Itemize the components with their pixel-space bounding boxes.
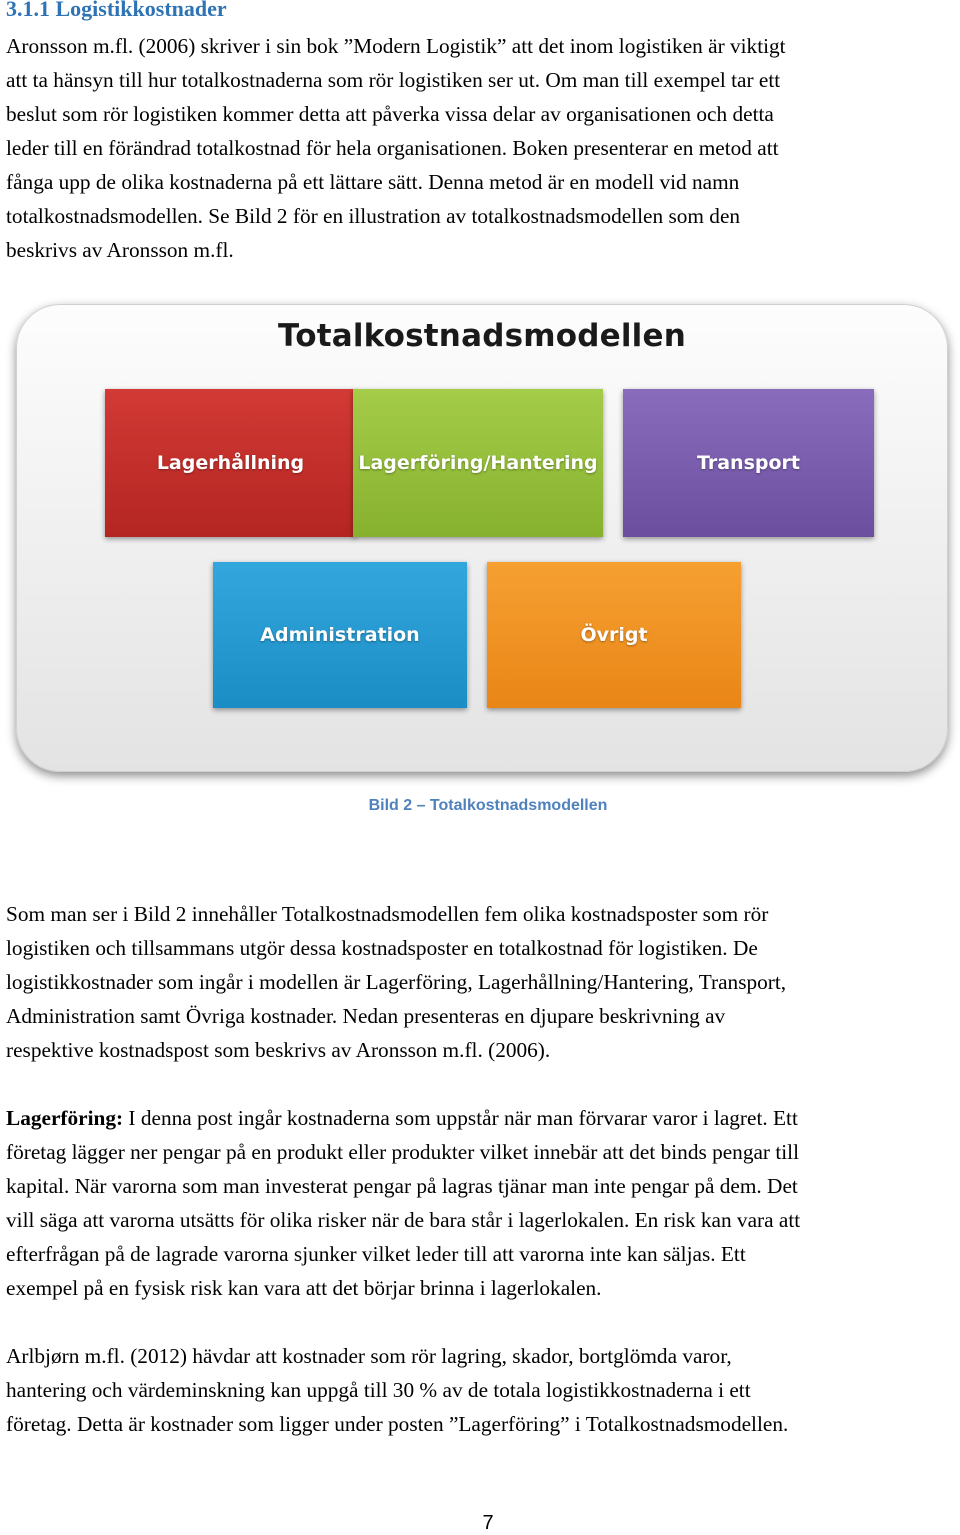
paragraph-line: totalkostnadsmodellen. Se Bild 2 för en illustration av totalkostnadsmodellen som den (6, 204, 741, 228)
arlbjorn-paragraph (6, 1339, 958, 1441)
page-number: 7 (482, 1512, 494, 1534)
paragraph-line: efterfrågan på de lagrade varorna sjunker vilket leder till att varorna inte kan säljas. Ett (6, 1242, 746, 1266)
box-ovrigt: Övrigt (487, 562, 741, 708)
paragraph-line: företag. Detta är kostnader som ligger under posten ”Lagerföring” i Totalkostnadsmodellen. (6, 1412, 789, 1436)
paragraph-line: respektive kostnadspost som beskrivs av Aronsson m.fl. (2006). (6, 1038, 551, 1062)
figure-caption: Bild 2 – Totalkostnadsmodellen (368, 797, 608, 814)
model-description-paragraph (6, 897, 958, 1067)
paragraph-line: logistikkostnader som ingår i modellen är Lagerföring, Lagerhållning/Hantering, Transport, (6, 970, 787, 994)
paragraph-line: Arlbjørn m.fl. (2012) hävdar att kostnader som rör lagring, skador, bortglömda varor, (6, 1344, 732, 1368)
paragraph-line: företag lägger ner pengar på en produkt eller produkter vilket innebär att det binds pengar till (6, 1140, 800, 1164)
lagerforing-paragraph (6, 1101, 958, 1305)
paragraph-line: hantering och värdeminskning kan uppgå till 30 % av de totala logistikkostnaderna i ett (6, 1378, 751, 1402)
box-administration: Administration (213, 562, 467, 708)
paragraph-line: beskrivs av Aronsson m.fl. (6, 238, 234, 262)
paragraph-line: fånga upp de olika kostnaderna på ett lättare sätt. Denna metod är en modell vid namn (6, 170, 740, 194)
paragraph-line: leder till en förändrad totalkostnad för hela organisationen. Boken presenterar en metod att (6, 136, 779, 160)
paragraph-line: Administration samt Övriga kostnader. Nedan presenteras en djupare beskrivning av (6, 1004, 726, 1028)
section-heading: 3.1.1 Logistikkostnader (6, 0, 227, 21)
paragraph-line-text: I denna post ingår kostnaderna som uppstår när man förvarar varor i lagret. Ett (123, 1106, 798, 1130)
box-transport: Transport (623, 389, 874, 537)
paragraph-line: kapital. När varorna som man investerat pengar på lagras tjänar man inte pengar på dem. Det (6, 1174, 798, 1198)
intro-paragraph (6, 29, 958, 267)
paragraph-line: logistiken och tillsammans utgör dessa kostnadsposter en totalkostnad för logistiken. De (6, 936, 758, 960)
diagram-title: Totalkostnadsmodellen (277, 318, 687, 354)
paragraph-line (6, 1101, 958, 1135)
total-cost-model-diagram (16, 304, 948, 772)
box-lagerforing-hantering: Lagerföring/Hantering (353, 389, 603, 537)
paragraph-line: exempel på en fysisk risk kan vara att det börjar brinna i lagerlokalen. (6, 1276, 602, 1300)
term-lagerforing: Lagerföring: (6, 1106, 124, 1130)
paragraph-line: beslut som rör logistiken kommer detta att påverka vissa delar av organisationen och detta (6, 102, 774, 126)
paragraph-line: Aronsson m.fl. (2006) skriver i sin bok ”Modern Logistik” att det inom logistiken är viktigt (6, 34, 786, 58)
paragraph-line: Som man ser i Bild 2 innehåller Totalkostnadsmodellen fem olika kostnadsposter som rör (6, 902, 769, 926)
box-lagerhallning: Lagerhållning (105, 389, 356, 537)
paragraph-line: vill säga att varorna utsätts för olika risker när de bara står i lagerlokalen. En risk kan vara att (6, 1208, 801, 1232)
paragraph-line: att ta hänsyn till hur totalkostnaderna som rör logistiken ser ut. Om man till exempel tar ett (6, 68, 781, 92)
